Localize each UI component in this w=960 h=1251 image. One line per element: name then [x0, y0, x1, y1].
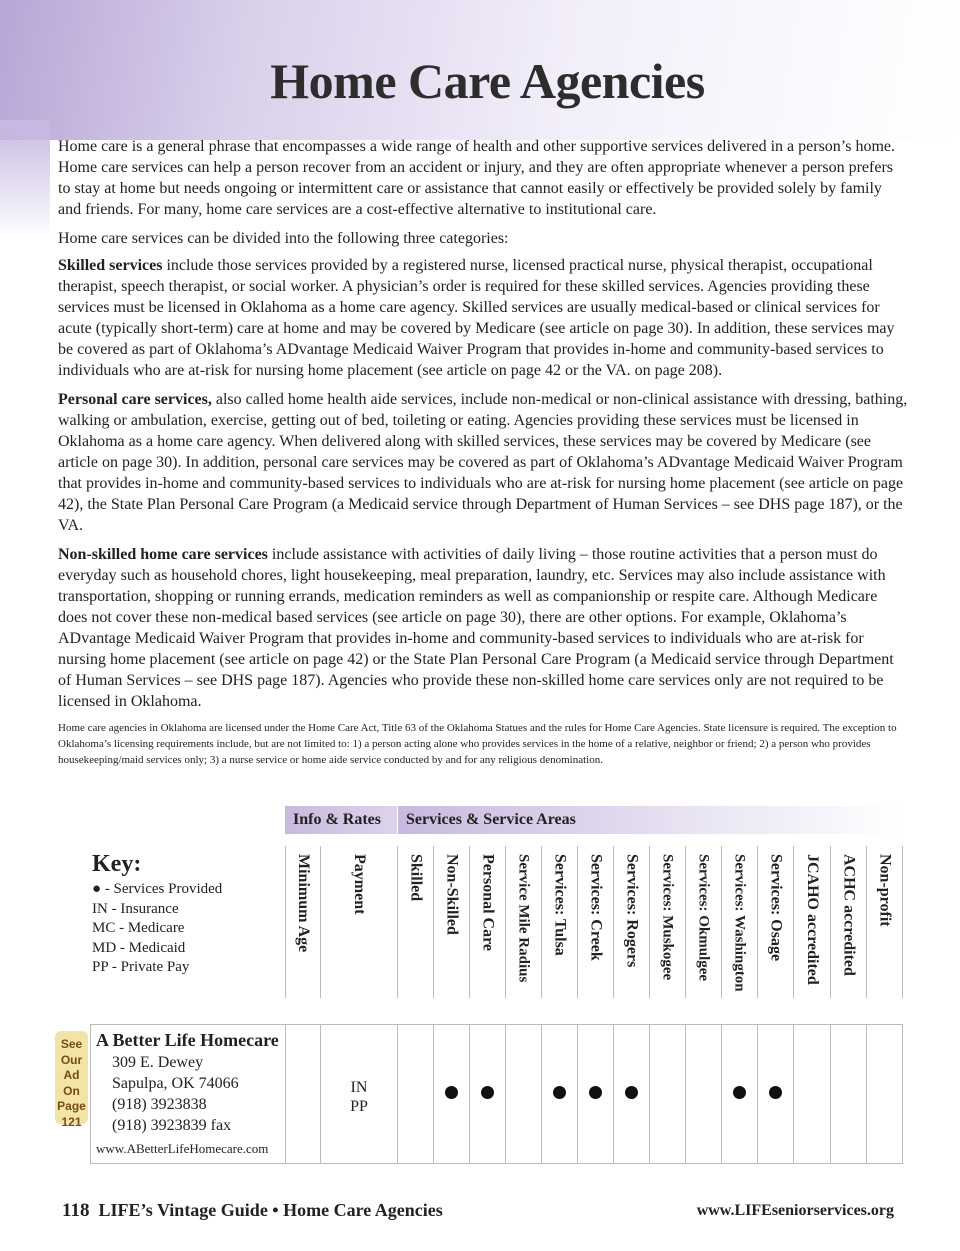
skilled-label: Skilled services	[58, 257, 163, 274]
cell-services-washington	[721, 1024, 757, 1164]
column-header-achc-accredited	[830, 846, 866, 998]
licensing-fine-print: Home care agencies in Oklahoma are licensed under the Home Care Act, Title 63 of the Oklahoma Statues and the rules for Home Care Agencies. State licensure is required. The exception to Oklahoma’s licensing requirements include, but are not limited to: 1) a person acting alone who provides services in the home of a relative, neighbor or friend; 2) a person who provides housekeeping/maid services only; 3) a nurse service or home aide service conducted by and for any religious denomination.	[58, 722, 897, 766]
column-header-label: Services: Muskogee	[659, 854, 676, 981]
footer-title	[62, 1200, 443, 1222]
agency-name: A Better Life Homecare	[96, 1030, 279, 1050]
service-provided-dot	[589, 1086, 602, 1099]
services-areas-header: Services & Service Areas	[398, 806, 903, 834]
skilled-paragraph	[58, 255, 908, 381]
page-title: Home Care Agencies	[270, 53, 705, 109]
personal-paragraph	[58, 389, 908, 536]
key-item-private-pay: PP - Private Pay	[92, 959, 190, 975]
payment-code: IN	[350, 1079, 368, 1096]
intro-paragraph: Home care is a general phrase that encompasses a wide range of health and other supportive services delivered in a person’s home. Home care services can help a person recover from an accident or injury, and they are often appropriate whenever a person prefers to stay at home but needs ongoing or intermittent care or assistance that cannot easily or effectively be provided solely by family and friends. For many, home care services are a cost-effective alternative to institutional care.	[58, 138, 896, 218]
cell-services-rogers	[613, 1024, 649, 1164]
column-header-service-mile-radius	[505, 846, 541, 998]
column-header-services-washington	[721, 846, 757, 998]
cell-service-mile-radius	[505, 1024, 541, 1164]
footer-website-link[interactable]: www.LIFEseniorservices.org	[696, 1202, 894, 1219]
ad-badge-line: Our	[60, 1052, 83, 1067]
column-header-label: ACHC accredited	[840, 854, 858, 976]
column-header-services-creek	[577, 846, 613, 998]
agency-info	[96, 1028, 279, 1159]
column-header-label: Non-profit	[876, 854, 894, 927]
personal-label: Personal care services,	[58, 391, 212, 408]
service-provided-dot	[445, 1086, 458, 1099]
categories-intro: Home care services can be divided into the following three categories:	[58, 230, 509, 247]
key-title: Key:	[92, 851, 142, 877]
ad-badge-line: 121	[61, 1114, 82, 1129]
column-header-label: Services: Rogers	[623, 854, 641, 968]
cell-services-okmulgee	[685, 1024, 721, 1164]
info-rates-header: Info & Rates	[285, 806, 397, 834]
service-provided-dot	[733, 1086, 746, 1099]
key-item-label: - Services Provided	[101, 881, 223, 897]
column-header-payment	[320, 846, 397, 998]
column-header-label: Minimum Age	[295, 854, 312, 953]
cell-minimum-age	[285, 1024, 320, 1164]
column-header-label: Services: Osage	[767, 854, 785, 962]
key-item-insurance: IN - Insurance	[92, 900, 179, 917]
article-body	[58, 136, 908, 776]
key-item-medicare: MC - Medicare	[92, 920, 185, 936]
cell-skilled	[397, 1024, 433, 1164]
column-header-label: Service Mile Radius	[515, 854, 532, 983]
key-item-medicaid: MD - Medicaid	[92, 939, 186, 956]
ad-badge-line: Ad On	[63, 1068, 80, 1098]
cell-services-muskogee	[649, 1024, 685, 1164]
cell-jcaho-accredited	[793, 1024, 830, 1164]
ad-badge-line: See	[60, 1037, 83, 1051]
column-header-services-okmulgee	[685, 846, 721, 998]
column-header-personal-care	[469, 846, 505, 998]
column-header-non-skilled	[433, 846, 469, 998]
cell-payment	[320, 1024, 397, 1164]
key-item-services	[92, 880, 222, 900]
payment-values	[321, 1078, 397, 1116]
column-header-services-tulsa	[541, 846, 577, 998]
agency-address-line1: 309 E. Dewey	[112, 1054, 204, 1071]
personal-text: also called home health aide services, include non-medical or non-clinical assistance with dressing, bathing, walking or ambulation, exercise, getting out of bed, toileting or eating. Agencies providing these services must be licensed in Oklahoma as a home care agency. When delivered along with skilled services, these services may be covered by Medicare (see article on page 30). In addition, personal care services may be covered as part of Oklahoma’s ADvantage Medicaid Waiver Program that provides in-home and community-based services to individuals who are at-risk for nursing home placement (see article on page 42), the State Plan Personal Care Program (a Medicaid service through Department of Human Services – see DHS page 187), or the VA.	[58, 391, 908, 534]
cell-achc-accredited	[830, 1024, 866, 1164]
footer-page-number: 118	[62, 1200, 90, 1221]
nonskilled-label: Non-skilled home care services	[58, 546, 268, 563]
column-header-non-profit	[866, 846, 903, 998]
service-provided-dot	[553, 1086, 566, 1099]
cell-services-osage	[757, 1024, 793, 1164]
column-header-services-rogers	[613, 846, 649, 998]
left-accent-gradient	[0, 120, 50, 240]
cell-services-tulsa	[541, 1024, 577, 1164]
footer-guide-title: LIFE’s Vintage Guide • Home Care Agencies	[98, 1200, 443, 1220]
column-header-jcaho-accredited	[793, 846, 830, 998]
agency-website-link[interactable]: www.ABetterLifeHomecare.com	[96, 1141, 269, 1156]
column-header-minimum-age	[285, 846, 320, 998]
column-header-label: Personal Care	[479, 854, 497, 952]
ad-badge[interactable]	[55, 1031, 88, 1129]
bullet-icon: ●	[92, 881, 102, 897]
column-header-label: Skilled	[407, 854, 425, 902]
agency-fax: (918) 3923839 fax	[112, 1117, 232, 1134]
column-header-label: Services: Washington	[731, 854, 748, 992]
agency-phone: (918) 3923838	[112, 1096, 207, 1113]
column-header-label: JCAHO accredited	[804, 854, 821, 985]
agency-address-line2: Sapulpa, OK 74066	[112, 1075, 239, 1092]
nonskilled-text: include assistance with activities of daily living – those routine activities that a person must do everyday such as household chores, light housekeeping, meal preparation, laundry, etc. Services may also include assistance with transportation, shopping or running errands, medication reminders as well as companionship or respite care. Although Medicare does not cover these non-medical based services (see article on page 30), there are other options. For example, Oklahoma’s ADvantage Medicaid Waiver Program that provides in-home and community-based services to individuals who are at-risk for nursing home placement (see article on page 42) or the State Plan Personal Care Program (a Medicaid service through Department of Human Services – see DHS page 187). Agencies who provide these non-skilled home care services only are not required to be licensed in Oklahoma.	[58, 546, 894, 710]
ad-badge-line: Page	[57, 1099, 86, 1113]
column-header-label: Payment	[351, 854, 368, 915]
skilled-text: include those services provided by a registered nurse, licensed practical nurse, physical therapist, occupational therapist, speech therapist, or social worker. A physician’s order is required for these skilled services. Agencies providing these services must be licensed in Oklahoma as a home care agency. Skilled services are usually medical-based or clinical services for acute (typically short-term) care at home and may be covered by Medicare (see article on page 30). In addition, these services may be covered as part of Oklahoma’s ADvantage Medicaid Waiver Program that provides in-home and community-based services to individuals who are at-risk for nursing home placement (see article on page 42 or the VA. on page 208).	[58, 257, 895, 379]
column-header-label: Services: Okmulgee	[695, 854, 712, 982]
cell-non-skilled	[433, 1024, 469, 1164]
payment-code: PP	[350, 1098, 368, 1115]
nonskilled-paragraph	[58, 544, 908, 712]
column-header-label: Non-Skilled	[443, 854, 461, 935]
column-header-services-osage	[757, 846, 793, 998]
column-header-label: Services: Creek	[587, 854, 605, 961]
column-header-services-muskogee	[649, 846, 685, 998]
service-provided-dot	[625, 1086, 638, 1099]
key-legend	[92, 850, 222, 978]
cell-services-creek	[577, 1024, 613, 1164]
cell-personal-care	[469, 1024, 505, 1164]
cell-non-profit	[866, 1024, 903, 1164]
service-provided-dot	[769, 1086, 782, 1099]
service-provided-dot	[481, 1086, 494, 1099]
column-header-label: Services: Tulsa	[551, 854, 569, 956]
column-header-skilled	[397, 846, 433, 998]
